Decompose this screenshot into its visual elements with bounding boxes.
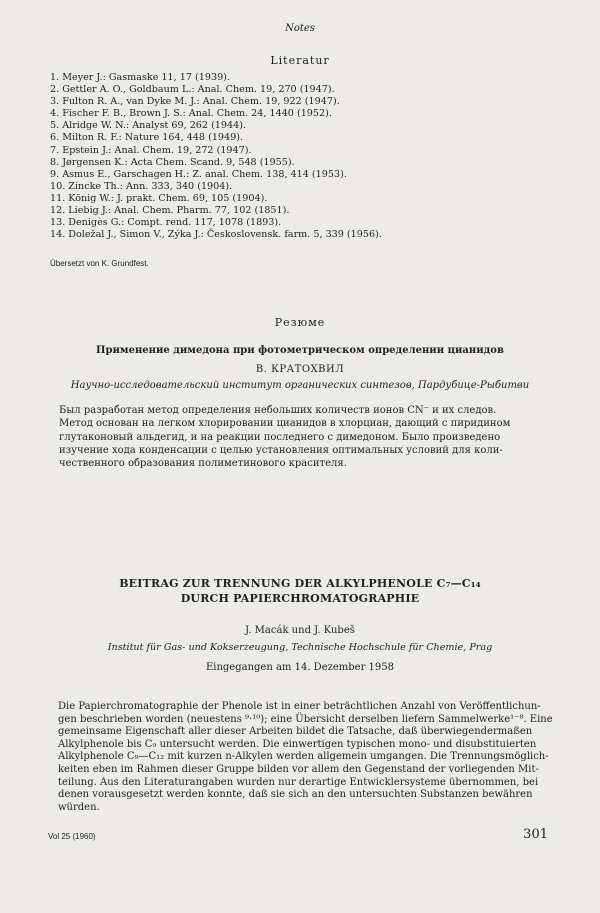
- abstract-line: изучение хода конденсации с целью установления оптимальных условий для коли-: [59, 444, 503, 456]
- reference-item: 11. König W.: J. prakt. Chem. 69, 105 (1904).: [50, 192, 268, 204]
- reference-item: 10. Zincke Th.: Ann. 333, 340 (1904).: [50, 180, 233, 192]
- article-title-line: BEITRAG ZUR TRENNUNG DER ALKYLPHENOLE C₇—C₁₄: [119, 577, 481, 590]
- reference-item: 2. Gettler A. O., Goldbaum L.: Anal. Chem. 19, 270 (1947).: [50, 84, 335, 96]
- article-authors: J. Macák und J. Kubeš: [245, 625, 355, 636]
- resume-heading: Резюме: [274, 316, 326, 329]
- article-body: [58, 701, 551, 814]
- page-number: 301: [523, 827, 548, 842]
- resume-author: В. КРАТОХВИЛ: [255, 364, 345, 375]
- reference-item: 7. Epstein J.: Anal. Chem. 19, 272 (1947).: [50, 144, 252, 156]
- volume-info: Vol 25 (1960): [48, 832, 96, 841]
- article-title-line: DURCH PAPIERCHROMATOGRAPHIE: [180, 592, 420, 605]
- translator-note: Übersetzt von K. Grundfest.: [50, 259, 149, 268]
- reference-item: 8. Jørgensen K.: Acta Chem. Scand. 9, 548 (1955).: [50, 156, 295, 168]
- reference-item: 4. Fischer F. B., Brown J. S.: Anal. Chem. 24, 1440 (1952).: [50, 108, 332, 120]
- resume-institute: Научно-исследовательский институт органических синтезов, Пардубице-Рыбитви: [70, 380, 530, 391]
- resume-abstract: [59, 404, 549, 470]
- running-head: Notes: [285, 23, 315, 34]
- body-line: gemeinsame Eigenschaft aller dieser Arbeiten bildet die Tatsache, daß überwiegendermaßen: [58, 726, 533, 738]
- reference-item: 14. Doležal J., Simon V., Zýka J.: Československ. farm. 5, 339 (1956).: [50, 229, 382, 241]
- body-line: keiten eben im Rahmen dieser Gruppe bilden vor allem den Gegenstand der vorliegenden Mit-: [58, 763, 539, 775]
- reference-item: 13. Denigès G.: Compt. rend. 117, 1078 (1893).: [50, 217, 282, 229]
- body-line: würden.: [58, 801, 100, 813]
- body-line: teilung. Aus den Literaturangaben wurden nur derartige Entwicklersysteme übernommen, bei: [58, 776, 539, 788]
- reference-item: 5. Alridge W. N.: Analyst 69, 262 (1944).: [50, 120, 247, 132]
- reference-item: 6. Milton R. F.: Nature 164, 448 (1949).: [50, 132, 244, 144]
- reference-item: 12. Liebig J.: Anal. Chem. Pharm. 77, 102 (1851).: [50, 205, 290, 217]
- body-line: Alkylphenole bis C₉ untersucht werden. Die einwertigen typischen mono- und disubstituierten: [58, 738, 537, 750]
- abstract-line: Метод основан на легком хлорировании цианидов в хлорциан, дающий с пиридином: [59, 418, 511, 430]
- body-line: Alkylphenole C₉—C₁₂ mit kurzen n-Alkylen werden allgemein umgangen. Die Trennungsmöglich-: [58, 751, 549, 763]
- body-line: gen beschrieben worden (neuestens ⁹·¹⁰); eine Übersicht derselben liefern Sammelwerke¹⁻⁸. Eine: [58, 713, 553, 725]
- abstract-line: глутаконовый альдегид, и на реакции последнего с димедоном. Было произведено: [59, 431, 501, 443]
- abstract-line: Был разработан метод определения небольших количеств ионов CN⁻ и их следов.: [59, 405, 497, 416]
- article-title: [0, 576, 600, 606]
- resume-title: Применение димедона при фотометрическом определении цианидов: [96, 345, 504, 356]
- reference-item: 9. Asmus E., Garschagen H.: Z. anal. Chem. 138, 414 (1953).: [50, 168, 347, 180]
- received-date: Eingegangen am 14. Dezember 1958: [205, 662, 395, 673]
- reference-item: 3. Fulton R. A., van Dyke M. J.: Anal. Chem. 19, 922 (1947).: [50, 96, 340, 108]
- body-line: denen vorausgesetzt werden konnte, daß sie sich an den untersuchten Substanzen bewähren: [58, 789, 533, 801]
- article-institute: Institut für Gas- und Kokserzeugung, Technische Hochschule für Chemie, Prag: [107, 642, 493, 653]
- abstract-line: чественного образования полиметинового красителя.: [59, 458, 347, 470]
- literatur-heading: Literatur: [270, 54, 330, 67]
- reference-item: 1. Meyer J.: Gasmaske 11, 17 (1939).: [50, 72, 230, 83]
- reference-list: [50, 72, 382, 241]
- body-line: Die Papierchromatographie der Phenole ist in einer beträchtlichen Anzahl von Veröffentlichun-: [58, 701, 541, 712]
